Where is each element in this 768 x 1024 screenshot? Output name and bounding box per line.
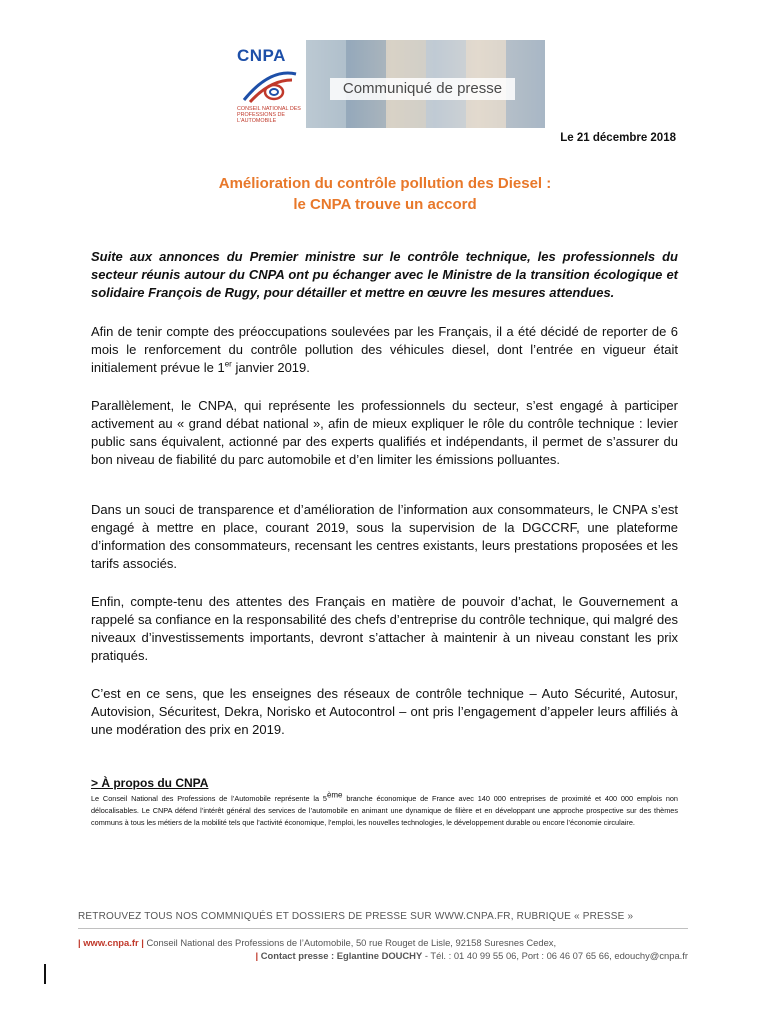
road-swoosh-icon — [240, 66, 300, 104]
footer-contact-label: Contact presse : Eglantine DOUCHY — [260, 950, 423, 961]
footer-address: Conseil National des Professions de l’Automobile, 50 rue Rouget de Lisle, 92158 Suresnes Cedex, — [146, 937, 557, 948]
footer-press-note: RETROUVEZ TOUS NOS COMMNIQUÉS ET DOSSIERS DE PRESSE SUR WWW.CNPA.FR, RUBRIQUE « PRESSE » — [78, 911, 634, 922]
ordinal-suffix: er — [224, 359, 232, 369]
paragraph-text: janvier 2019. — [231, 360, 310, 375]
footer-address-line — [78, 937, 688, 948]
footer-divider — [78, 928, 688, 929]
logo-tagline: CONSEIL NATIONAL DES PROFESSIONS DE L'AUTOMOBILE — [237, 106, 301, 124]
cnpa-logo — [234, 40, 306, 128]
banner-caption: Communiqué de presse — [330, 78, 515, 100]
footer-bar: | — [78, 937, 81, 948]
press-release-banner — [234, 40, 545, 128]
title-line-2: le CNPA trouve un accord — [293, 196, 477, 213]
body-paragraph-4: Enfin, compte-tenu des attentes des Français en matière de pouvoir d’achat, le Gouvernement a rappelé sa confiance en la responsabilité des chefs d’entreprise du contrôle technique, qui malgré des niveaux d’investissements importants, devront s’attacher à maintenir à un niveau constant les prix pratiqués. — [91, 594, 678, 663]
intro-paragraph: Suite aux annonces du Premier ministre sur le contrôle technique, les professionnels du secteur réunis autour du CNPA ont pu échanger avec le Ministre de la transition écologique et solidaire François de Rugy, pour détailler et mettre en œuvre les mesures attendues. — [91, 249, 678, 300]
about-text-part: branche économique de France avec 140 000 entreprises de proximité et 400 000 emplois non délocalisables. Le CNPA défend l’intérêt général des services de l’automobile en animant une dynamique de filière et en développant une approche prospective sur des thèmes communs à tous les métiers de la mobilité tels que l’activité économique, l’emploi, les nouvelles technologies, le développement durable ou encore l’économie circulaire. — [91, 794, 678, 827]
footer-bar: | — [141, 937, 144, 948]
footer-website-link[interactable]: www.cnpa.fr — [83, 937, 139, 948]
footer-contact-line — [78, 950, 688, 961]
footer-contact-details: - Tél. : 01 40 99 55 06, Port : 06 46 07 65 66, edouchy@cnpa.fr — [422, 950, 688, 961]
body-paragraph-5: C’est en ce sens, que les enseignes des réseaux de contrôle technique – Auto Sécurité, Autosur, Autovision, Sécuritest, Dekra, Norisko et Autocontrol – ont pris l’engagement d’appeler leurs affiliés à une modération des prix en 2019. — [91, 686, 678, 737]
about-cnpa-link[interactable]: > À propos du CNPA — [91, 776, 209, 790]
press-release-title — [90, 173, 680, 215]
footer-bar: | — [255, 950, 259, 961]
title-line-1: Amélioration du contrôle pollution des Diesel : — [218, 175, 552, 192]
body-paragraph-2: Parallèlement, le CNPA, qui représente les professionnels du secteur, s’est engagé à participer activement au « grand débat national », afin de mieux expliquer le rôle du contrôle technique : levier public sans équivalent, actionné par des experts qualifiés et indépendants, il permet de s’assurer du bon niveau de fiabilité du parc automobile et d’en limiter les émissions polluantes. — [91, 398, 678, 467]
about-cnpa-text — [91, 790, 678, 829]
logo-wordmark: CNPA — [237, 46, 286, 65]
about-text-part: Le Conseil National des Professions de l’Automobile représente la 5 — [91, 794, 327, 803]
ordinal-suffix: ème — [326, 790, 343, 800]
release-date: Le 21 décembre 2018 — [560, 132, 676, 144]
automotive-photo-strip — [306, 40, 545, 128]
page-edge-mark — [44, 964, 46, 984]
paragraph-text: Afin de tenir compte des préoccupations soulevées par les Français, il a été décidé de reporter de 6 mois le renforcement du contrôle pollution des véhicules diesel, dont l’entrée en vigueur était initialement prévue le 1 — [91, 324, 678, 375]
body-paragraph-1 — [91, 323, 678, 377]
body-paragraph-3: Dans un souci de transparence et d’amélioration de l’information aux consommateurs, le CNPA s’est engagé à mettre en place, courant 2019, sous la supervision de la DGCCRF, une plateforme d’information des consommateurs, recensant les centres existants, leurs prestations proposées et les tarifs associés. — [91, 502, 678, 571]
